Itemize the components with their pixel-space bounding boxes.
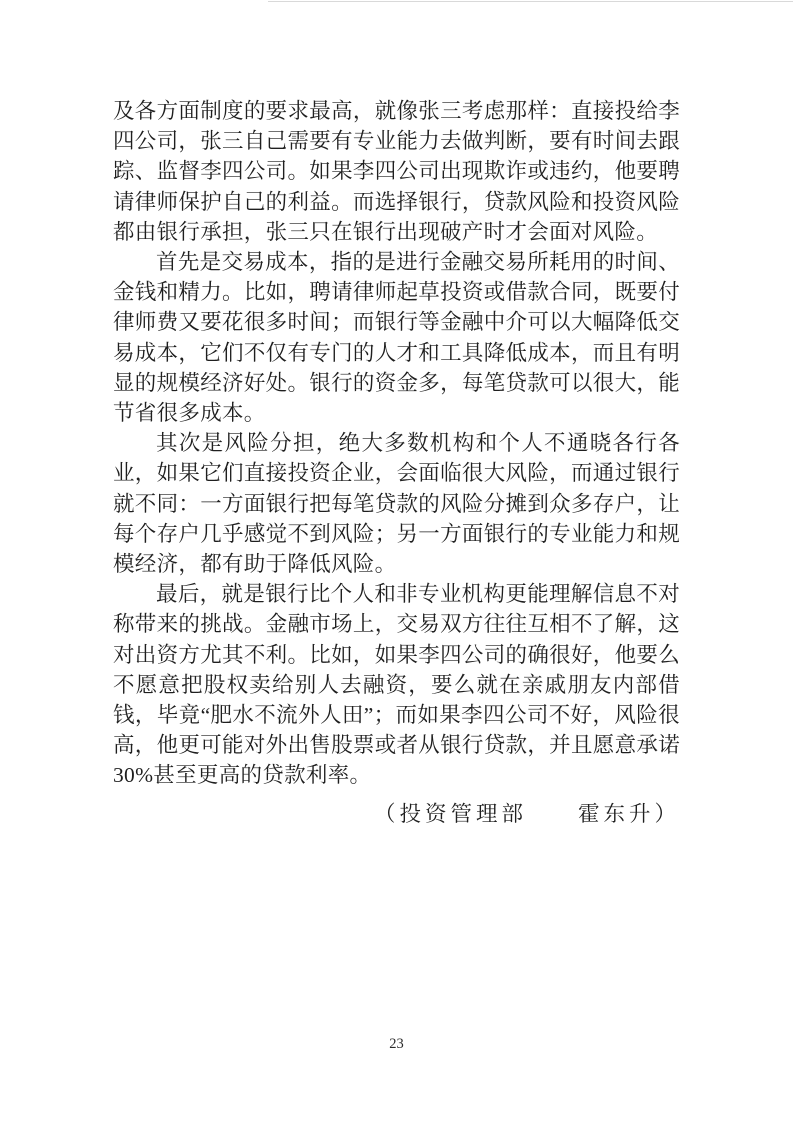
scan-artifact-line [268,1,793,2]
page-number: 23 [389,1036,404,1052]
paragraph: 及各方面制度的要求最高，就像张三考虑那样：直接投给李四公司，张三自己需要有专业能力去做判断，要有时间去跟踪、监督李四公司。如果李四公司出现欺诈或违约，他要聘请律师保护自己的利益。而选择银行，贷款风险和投资风险都由银行承担，张三只在银行出现破产时才会面对风险。 [113,99,680,244]
paragraph: 首先是交易成本，指的是进行金融交易所耗用的时间、金钱和精力。比如，聘请律师起草投资或借款合同，既要付律师费又要花很多时间；而银行等金融中介可以大幅降低交易成本，它们不仅有专门的人才和工具降低成本，而且有明显的规模经济好处。银行的资金多，每笔贷款可以很大，能节省很多成本。 [113,250,680,426]
signature-line: （投资管理部 霍东升） [373,801,680,826]
paragraph: 其次是风险分担，绝大多数机构和个人不通晓各行各业，如果它们直接投资企业，会面临很大风险，而通过银行就不同：一方面银行把每笔贷款的风险分摊到众多存户，让每个存户几乎感觉不到风险；另一方面银行的专业能力和规模经济，都有助于降低风险。 [113,431,680,577]
body-text [113,96,680,829]
paragraph: 最后，就是银行比个人和非专业机构更能理解信息不对称带来的挑战。金融市场上，交易双方往往互相不了解，这对出资方尤其不利。比如，如果李四公司的确很好，他要么不愿意把股权卖给别人去融资，要么就在亲戚朋友内部借钱，毕竟“肥水不流外人田”；而如果李四公司不好，风险很高，他更可能对外出售股票或者从银行贷款，并且愿意承诺 30%甚至更高的贷款利率。 [113,582,680,788]
